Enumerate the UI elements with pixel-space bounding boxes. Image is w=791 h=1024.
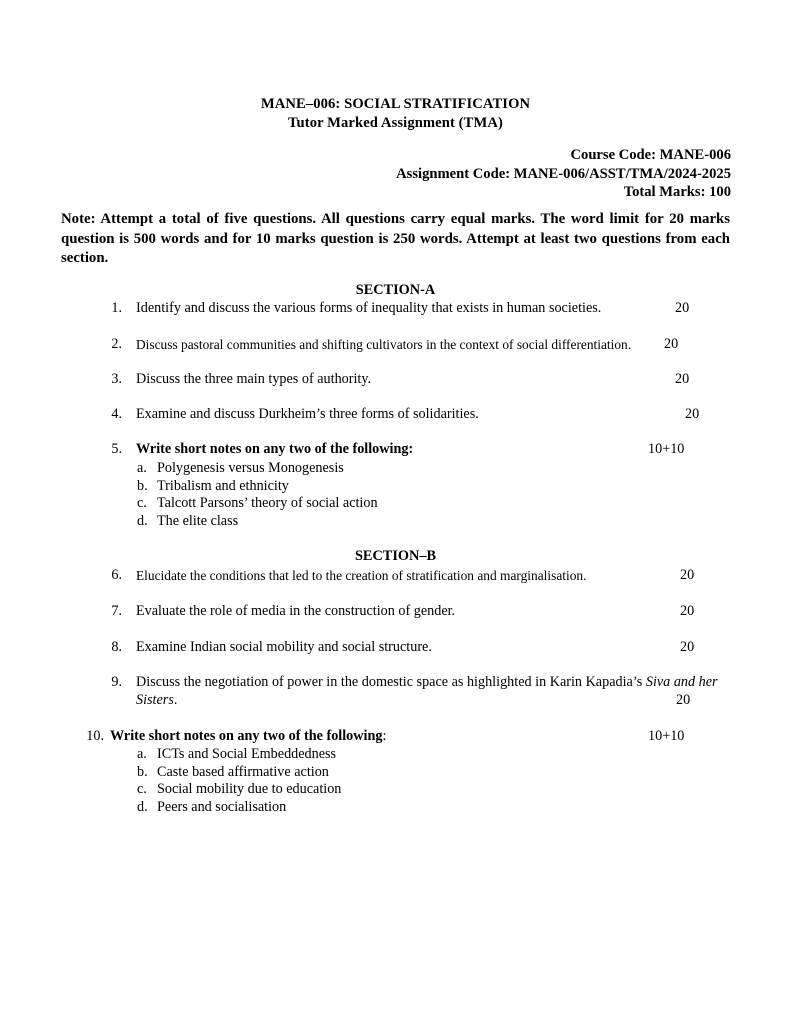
question-text — [110, 728, 386, 746]
question-text: Identify and discuss the various forms of inequality that exists in human societies. — [136, 300, 602, 316]
list-item — [0, 764, 791, 782]
subitem-letter: a. — [137, 746, 147, 762]
question-number: 9. — [111, 674, 122, 690]
question-text: Discuss pastoral communities and shifting cultivators in the context of social differentiation. — [136, 337, 632, 352]
question-marks: 20 — [675, 300, 690, 316]
question-marks: 20 — [685, 406, 700, 422]
question-number: 10. — [86, 728, 104, 744]
subitem-label: The elite class — [157, 512, 239, 529]
question-marks: 20 — [664, 336, 679, 352]
question-number: 7. — [111, 603, 122, 619]
question-marks: 20 — [676, 692, 691, 708]
question-number: 1. — [111, 300, 122, 316]
list-item — [0, 478, 791, 496]
subitem-letter: d. — [137, 798, 148, 815]
subitem-label: Tribalism and ethnicity — [157, 477, 289, 494]
subitem-letter: b. — [137, 477, 148, 494]
subitem-label: Caste based affirmative action — [157, 763, 329, 780]
question-10-subitem-list — [0, 746, 791, 816]
question-text-lead: Discuss the negotiation of power in the domestic space as highlighted in Karin Kapadia’s — [136, 674, 646, 690]
list-item — [0, 781, 791, 799]
list-item — [0, 746, 791, 764]
course-code-block — [396, 146, 731, 202]
subitem-letter: c. — [137, 781, 147, 798]
total-marks: Total Marks: 100 — [623, 184, 731, 200]
question-number: 8. — [111, 639, 122, 655]
subitem-letter: a. — [137, 460, 147, 476]
question-text-colon: : — [382, 728, 387, 744]
question-text: Write short notes on any two of the following: — [136, 441, 414, 457]
question-marks: 20 — [680, 603, 695, 619]
question-marks: 10+10 — [648, 441, 685, 457]
question-text-tail: . — [173, 691, 178, 708]
question-text: Examine and discuss Durkheim’s three forms of solidarities. — [136, 406, 479, 422]
book-title: Siva and her Sisters — [136, 674, 718, 708]
question-marks: 20 — [675, 371, 690, 387]
page-title: MANE–006: SOCIAL STRATIFICATION — [260, 96, 531, 112]
question-text — [136, 674, 731, 709]
question-5-subitem-list — [0, 460, 791, 530]
list-item — [0, 799, 791, 817]
subitem-letter: c. — [137, 495, 147, 512]
question-text: Discuss the three main types of authority. — [136, 371, 372, 387]
question-number: 2. — [111, 336, 122, 352]
question-number: 6. — [111, 567, 122, 583]
list-item — [0, 513, 791, 531]
section-b-heading: SECTION–B — [354, 548, 437, 564]
subitem-letter: d. — [137, 512, 148, 529]
question-text-main: Write short notes on any two of the following — [110, 728, 383, 744]
question-marks: 20 — [680, 639, 695, 655]
document-subtitle: Tutor Marked Assignment (TMA) — [288, 114, 503, 131]
question-number: 4. — [111, 406, 122, 422]
question-text: Examine Indian social mobility and social structure. — [136, 639, 432, 655]
note-paragraph: Note: Attempt a total of five questions. All questions carry equal marks. The word limit for 20 marks question is 500 words and for 10 marks question is 250 words. Attempt at least two questions from each section. — [61, 211, 730, 267]
question-marks: 10+10 — [648, 728, 685, 744]
subitem-label: Social mobility due to education — [157, 781, 342, 798]
question-number: 3. — [111, 371, 122, 387]
question-text: Elucidate the conditions that led to the creation of stratification and marginalisation. — [136, 568, 587, 583]
subitem-label: ICTs and Social Embeddedness — [157, 746, 337, 762]
subitem-label: Polygenesis versus Monogenesis — [157, 460, 344, 476]
question-text: Evaluate the role of media in the construction of gender. — [136, 603, 456, 619]
subitem-letter: b. — [137, 763, 148, 780]
question-number: 5. — [111, 441, 122, 457]
subitem-label: Peers and socialisation — [157, 798, 287, 815]
list-item — [0, 460, 791, 478]
assignment-code: Assignment Code: MANE-006/ASST/TMA/2024-2025 — [396, 165, 731, 182]
section-a-heading: SECTION-A — [355, 282, 436, 298]
subitem-label: Talcott Parsons’ theory of social action — [157, 495, 378, 512]
document-title-block — [0, 95, 791, 132]
course-code: Course Code: MANE-006 — [570, 147, 731, 163]
list-item — [0, 495, 791, 513]
question-marks: 20 — [680, 567, 695, 583]
